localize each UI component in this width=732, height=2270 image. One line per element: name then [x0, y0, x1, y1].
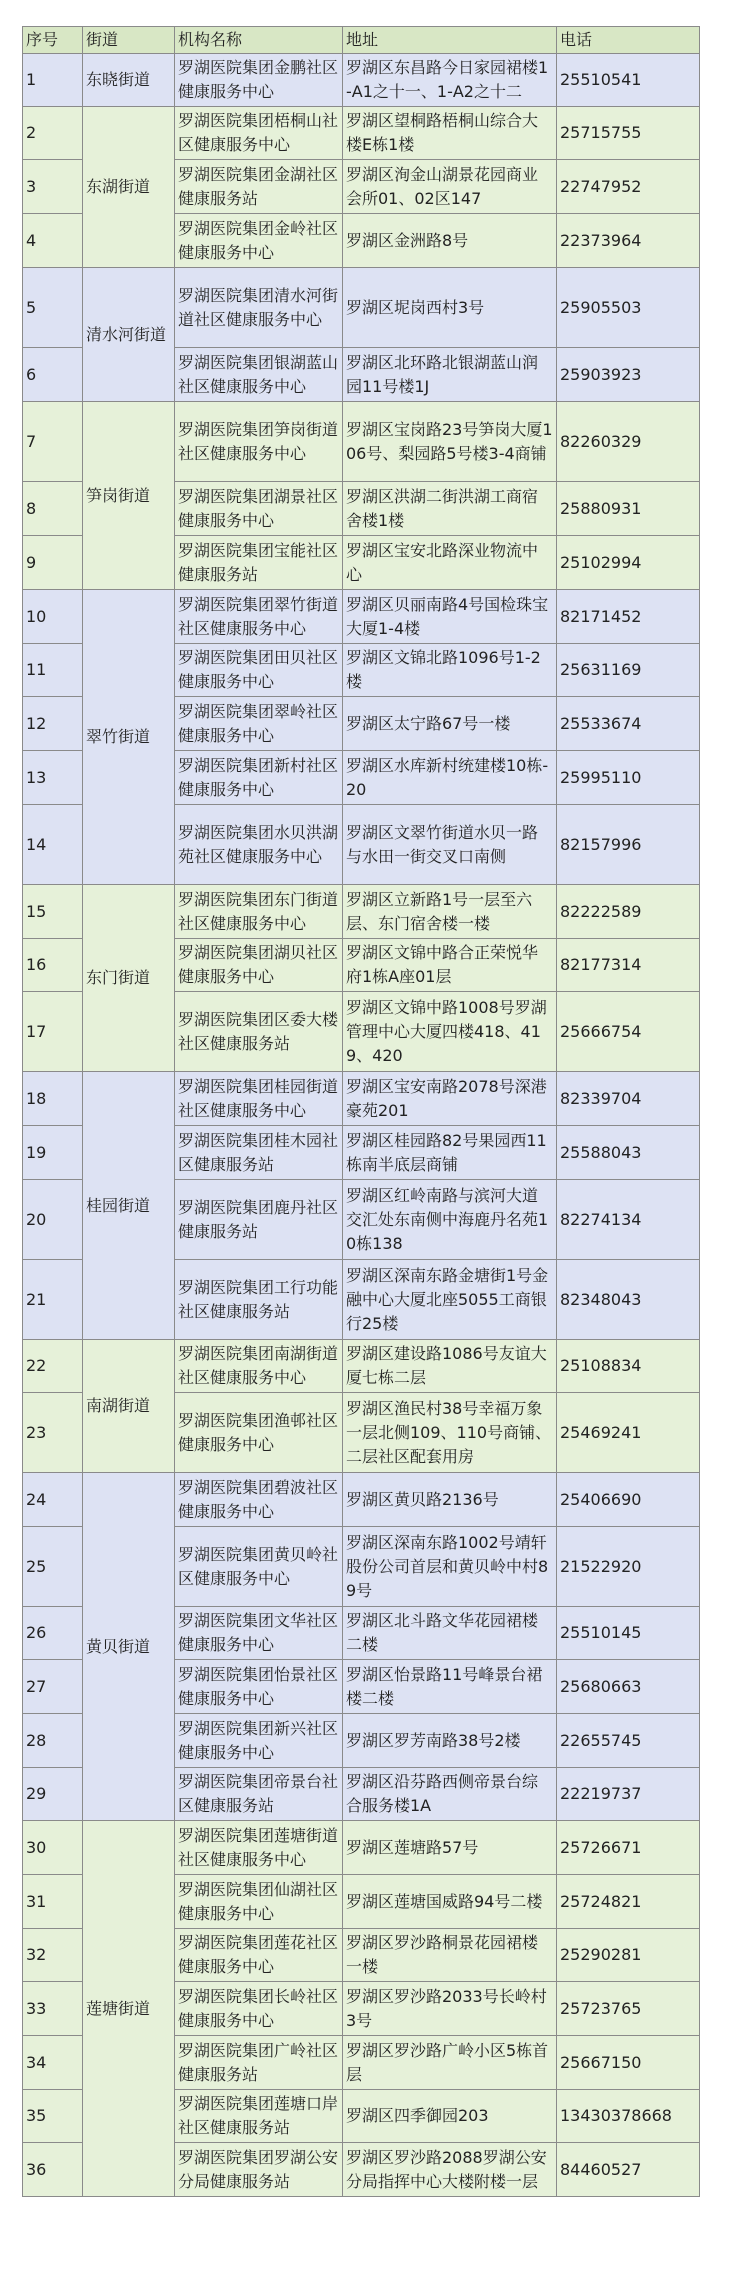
table-row: [23, 1821, 700, 1875]
row-number: 6: [23, 348, 83, 402]
phone-cell: 25469241: [557, 1393, 700, 1473]
street-cell: 桂园街道: [83, 1072, 175, 1340]
phone-cell: 82274134: [557, 1180, 700, 1260]
address-cell: 罗湖区水库新村统建楼10栋-20: [343, 751, 557, 805]
row-number: 15: [23, 885, 83, 939]
row-number: 4: [23, 214, 83, 268]
address-cell: 罗湖区深南东路1002号靖轩股份公司首层和黄贝岭中村89号: [343, 1527, 557, 1607]
row-number: 23: [23, 1393, 83, 1473]
row-number: 2: [23, 107, 83, 160]
phone-cell: 84460527: [557, 2143, 700, 2197]
institution-name: 罗湖医院集团莲塘口岸社区健康服务站: [175, 2090, 343, 2143]
institution-name: 罗湖医院集团清水河街道社区健康服务中心: [175, 268, 343, 348]
address-cell: 罗湖区北环路北银湖蓝山润园11号楼1J: [343, 348, 557, 402]
phone-cell: 82222589: [557, 885, 700, 939]
address-cell: 罗湖区东昌路今日家园裙楼1-A1之十一、1-A2之十二: [343, 54, 557, 107]
phone-cell: 25903923: [557, 348, 700, 402]
address-cell: 罗湖区文锦中路1008号罗湖管理中心大厦四楼418、419、420: [343, 992, 557, 1072]
phone-cell: 13430378668: [557, 2090, 700, 2143]
phone-cell: 22373964: [557, 214, 700, 268]
institution-name: 罗湖医院集团仙湖社区健康服务中心: [175, 1875, 343, 1929]
institution-name: 罗湖医院集团长岭社区健康服务中心: [175, 1982, 343, 2036]
row-number: 11: [23, 644, 83, 697]
street-cell: 东湖街道: [83, 107, 175, 268]
street-cell: 翠竹街道: [83, 590, 175, 885]
institution-name: 罗湖医院集团新兴社区健康服务中心: [175, 1714, 343, 1768]
street-cell: 东门街道: [83, 885, 175, 1072]
street-cell: 黄贝街道: [83, 1473, 175, 1821]
phone-cell: 25726671: [557, 1821, 700, 1875]
address-cell: 罗湖区望桐路梧桐山综合大楼E栋1楼: [343, 107, 557, 160]
header-phone: 电话: [557, 27, 700, 54]
table-row: [23, 590, 700, 644]
phone-cell: 25667150: [557, 2036, 700, 2090]
header-street: 街道: [83, 27, 175, 54]
address-cell: 罗湖区洪湖二街洪湖工商宿舍楼1楼: [343, 482, 557, 536]
address-cell: 罗湖区深南东路金塘街1号金融中心大厦北座5055工商银行25楼: [343, 1260, 557, 1340]
address-cell: 罗湖区怡景路11号峰景台裙楼二楼: [343, 1660, 557, 1714]
address-cell: 罗湖区坭岗西村3号: [343, 268, 557, 348]
institution-name: 罗湖医院集团银湖蓝山社区健康服务中心: [175, 348, 343, 402]
phone-cell: 25533674: [557, 697, 700, 751]
institution-name: 罗湖医院集团区委大楼社区健康服务站: [175, 992, 343, 1072]
institution-name: 罗湖医院集团金湖社区健康服务站: [175, 160, 343, 214]
address-cell: 罗湖区红岭南路与滨河大道交汇处东南侧中海鹿丹名苑10栋138: [343, 1180, 557, 1260]
institution-name: 罗湖医院集团莲花社区健康服务中心: [175, 1929, 343, 1982]
phone-cell: 22747952: [557, 160, 700, 214]
phone-cell: 25510541: [557, 54, 700, 107]
table-row: [23, 268, 700, 348]
table-row: [23, 54, 700, 107]
phone-cell: 25631169: [557, 644, 700, 697]
phone-cell: 25715755: [557, 107, 700, 160]
address-cell: 罗湖区罗芳南路38号2楼: [343, 1714, 557, 1768]
institution-name: 罗湖医院集团新村社区健康服务中心: [175, 751, 343, 805]
institution-name: 罗湖医院集团工行功能社区健康服务站: [175, 1260, 343, 1340]
row-number: 8: [23, 482, 83, 536]
header-no: 序号: [23, 27, 83, 54]
address-cell: 罗湖区立新路1号一层至六层、东门宿舍楼一楼: [343, 885, 557, 939]
institution-name: 罗湖医院集团南湖街道社区健康服务中心: [175, 1340, 343, 1393]
row-number: 14: [23, 805, 83, 885]
institution-name: 罗湖医院集团莲塘街道社区健康服务中心: [175, 1821, 343, 1875]
header-address: 地址: [343, 27, 557, 54]
address-cell: 罗湖区黄贝路2136号: [343, 1473, 557, 1527]
institution-name: 罗湖医院集团渔邨社区健康服务中心: [175, 1393, 343, 1473]
address-cell: 罗湖区桂园路82号果园西11栋南半底层商铺: [343, 1126, 557, 1180]
phone-cell: 82157996: [557, 805, 700, 885]
phone-cell: 21522920: [557, 1527, 700, 1607]
address-cell: 罗湖区洵金山湖景花园商业会所01、02区147: [343, 160, 557, 214]
institution-name: 罗湖医院集团鹿丹社区健康服务站: [175, 1180, 343, 1260]
institution-name: 罗湖医院集团湖景社区健康服务中心: [175, 482, 343, 536]
table-body: [23, 54, 700, 2197]
address-cell: 罗湖区文锦中路合正荣悦华府1栋A座01层: [343, 939, 557, 992]
phone-cell: 82260329: [557, 402, 700, 482]
institution-name: 罗湖医院集团罗湖公安分局健康服务站: [175, 2143, 343, 2197]
phone-cell: 25290281: [557, 1929, 700, 1982]
institution-name: 罗湖医院集团桂园街道社区健康服务中心: [175, 1072, 343, 1126]
phone-cell: 22219737: [557, 1768, 700, 1821]
row-number: 10: [23, 590, 83, 644]
address-cell: 罗湖区宝岗路23号笋岗大厦106号、梨园路5号楼3-4商铺: [343, 402, 557, 482]
phone-cell: 25995110: [557, 751, 700, 805]
address-cell: 罗湖区建设路1086号友谊大厦七栋二层: [343, 1340, 557, 1393]
phone-cell: 25880931: [557, 482, 700, 536]
address-cell: 罗湖区贝丽南路4号国检珠宝大厦1-4楼: [343, 590, 557, 644]
institution-name: 罗湖医院集团水贝洪湖苑社区健康服务中心: [175, 805, 343, 885]
address-cell: 罗湖区渔民村38号幸福万象一层北侧109、110号商铺、二层社区配套用房: [343, 1393, 557, 1473]
institution-name: 罗湖医院集团田贝社区健康服务中心: [175, 644, 343, 697]
table-row: [23, 1340, 700, 1393]
institution-name: 罗湖医院集团笋岗街道社区健康服务中心: [175, 402, 343, 482]
row-number: 32: [23, 1929, 83, 1982]
phone-cell: 82348043: [557, 1260, 700, 1340]
phone-cell: 25510145: [557, 1607, 700, 1660]
street-cell: 莲塘街道: [83, 1821, 175, 2197]
header-row: [23, 27, 700, 54]
row-number: 26: [23, 1607, 83, 1660]
row-number: 34: [23, 2036, 83, 2090]
row-number: 7: [23, 402, 83, 482]
phone-cell: 25724821: [557, 1875, 700, 1929]
address-cell: 罗湖区罗沙路桐景花园裙楼一楼: [343, 1929, 557, 1982]
institution-name: 罗湖医院集团翠竹街道社区健康服务中心: [175, 590, 343, 644]
phone-cell: 25905503: [557, 268, 700, 348]
address-cell: 罗湖区北斗路文华花园裙楼二楼: [343, 1607, 557, 1660]
address-cell: 罗湖区罗沙路2033号长岭村3号: [343, 1982, 557, 2036]
row-number: 22: [23, 1340, 83, 1393]
header-name: 机构名称: [175, 27, 343, 54]
row-number: 1: [23, 54, 83, 107]
phone-cell: 22655745: [557, 1714, 700, 1768]
phone-cell: 82177314: [557, 939, 700, 992]
row-number: 20: [23, 1180, 83, 1260]
row-number: 35: [23, 2090, 83, 2143]
row-number: 27: [23, 1660, 83, 1714]
address-cell: 罗湖区宝安北路深业物流中心: [343, 536, 557, 590]
row-number: 3: [23, 160, 83, 214]
institution-name: 罗湖医院集团文华社区健康服务中心: [175, 1607, 343, 1660]
row-number: 16: [23, 939, 83, 992]
row-number: 24: [23, 1473, 83, 1527]
row-number: 5: [23, 268, 83, 348]
institution-name: 罗湖医院集团桂木园社区健康服务站: [175, 1126, 343, 1180]
row-number: 17: [23, 992, 83, 1072]
phone-cell: 25102994: [557, 536, 700, 590]
street-cell: 笋岗街道: [83, 402, 175, 590]
row-number: 12: [23, 697, 83, 751]
row-number: 13: [23, 751, 83, 805]
institution-name: 罗湖医院集团金鹏社区健康服务中心: [175, 54, 343, 107]
institution-name: 罗湖医院集团翠岭社区健康服务中心: [175, 697, 343, 751]
table-row: [23, 1473, 700, 1527]
address-cell: 罗湖区太宁路67号一楼: [343, 697, 557, 751]
address-cell: 罗湖区罗沙路2088罗湖公安分局指挥中心大楼附楼一层: [343, 2143, 557, 2197]
institution-name: 罗湖医院集团怡景社区健康服务中心: [175, 1660, 343, 1714]
phone-cell: 25723765: [557, 1982, 700, 2036]
row-number: 19: [23, 1126, 83, 1180]
row-number: 29: [23, 1768, 83, 1821]
phone-cell: 25108834: [557, 1340, 700, 1393]
institution-name: 罗湖医院集团东门街道社区健康服务中心: [175, 885, 343, 939]
phone-cell: 82171452: [557, 590, 700, 644]
address-cell: 罗湖区文锦北路1096号1-2楼: [343, 644, 557, 697]
clinic-table: [22, 26, 700, 2197]
address-cell: 罗湖区沿芬路西侧帝景台综合服务楼1A: [343, 1768, 557, 1821]
address-cell: 罗湖区莲塘路57号: [343, 1821, 557, 1875]
address-cell: 罗湖区莲塘国威路94号二楼: [343, 1875, 557, 1929]
row-number: 36: [23, 2143, 83, 2197]
phone-cell: 82339704: [557, 1072, 700, 1126]
institution-name: 罗湖医院集团帝景台社区健康服务站: [175, 1768, 343, 1821]
institution-name: 罗湖医院集团金岭社区健康服务中心: [175, 214, 343, 268]
row-number: 33: [23, 1982, 83, 2036]
institution-name: 罗湖医院集团黄贝岭社区健康服务中心: [175, 1527, 343, 1607]
row-number: 18: [23, 1072, 83, 1126]
institution-name: 罗湖医院集团宝能社区健康服务站: [175, 536, 343, 590]
street-cell: 东晓街道: [83, 54, 175, 107]
phone-cell: 25666754: [557, 992, 700, 1072]
phone-cell: 25406690: [557, 1473, 700, 1527]
phone-cell: 25680663: [557, 1660, 700, 1714]
row-number: 25: [23, 1527, 83, 1607]
institution-name: 罗湖医院集团梧桐山社区健康服务中心: [175, 107, 343, 160]
table-row: [23, 1072, 700, 1126]
address-cell: 罗湖区罗沙路广岭小区5栋首层: [343, 2036, 557, 2090]
address-cell: 罗湖区宝安南路2078号深港豪苑201: [343, 1072, 557, 1126]
street-cell: 南湖街道: [83, 1340, 175, 1473]
address-cell: 罗湖区文翠竹街道水贝一路与水田一街交叉口南侧: [343, 805, 557, 885]
table-row: [23, 107, 700, 160]
phone-cell: 25588043: [557, 1126, 700, 1180]
street-cell: 清水河街道: [83, 268, 175, 402]
table-row: [23, 402, 700, 482]
institution-name: 罗湖医院集团湖贝社区健康服务中心: [175, 939, 343, 992]
table-row: [23, 885, 700, 939]
address-cell: 罗湖区四季御园203: [343, 2090, 557, 2143]
row-number: 30: [23, 1821, 83, 1875]
institution-name: 罗湖医院集团碧波社区健康服务中心: [175, 1473, 343, 1527]
row-number: 9: [23, 536, 83, 590]
row-number: 21: [23, 1260, 83, 1340]
row-number: 31: [23, 1875, 83, 1929]
institution-name: 罗湖医院集团广岭社区健康服务站: [175, 2036, 343, 2090]
row-number: 28: [23, 1714, 83, 1768]
address-cell: 罗湖区金洲路8号: [343, 214, 557, 268]
